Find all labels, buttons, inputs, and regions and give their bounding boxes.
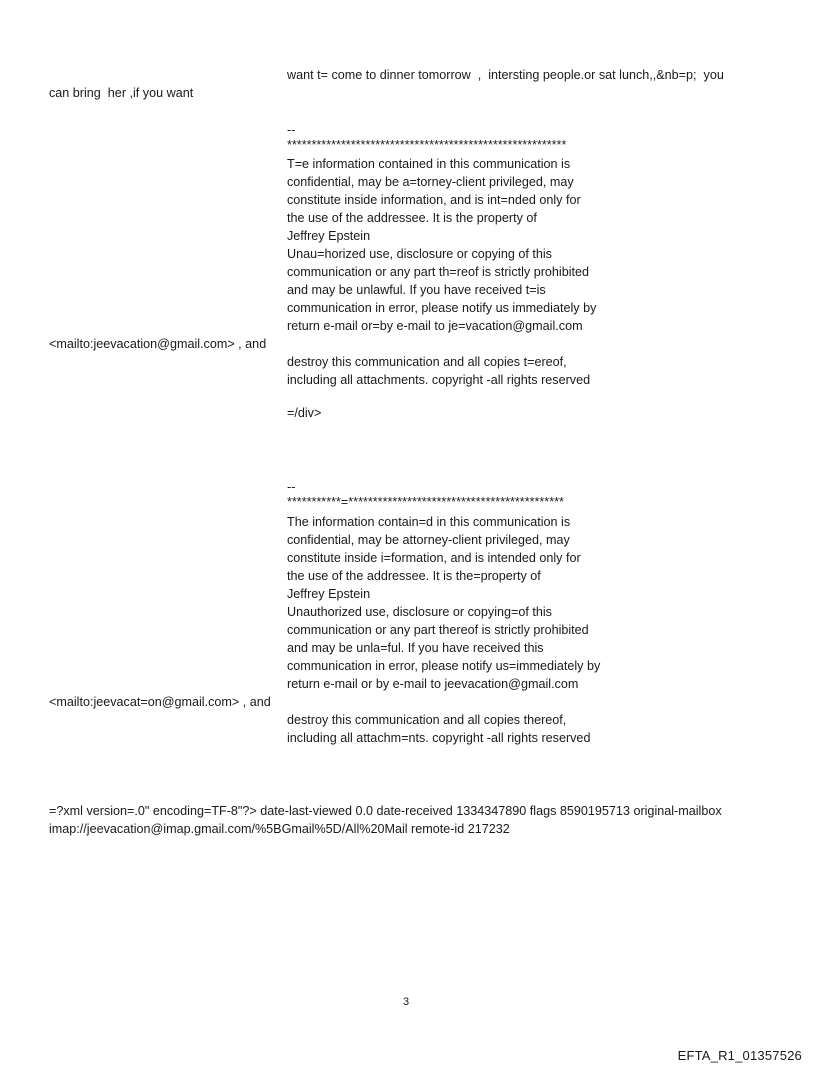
disclaimer-line: Unau=horized use, disclosure or copying of this xyxy=(287,247,552,261)
document-id: EFTA_R1_01357526 xyxy=(677,1048,802,1063)
disclaimer-line: and may be unla=ful. If you have received this xyxy=(287,641,544,655)
signature-dashes: -- xyxy=(287,480,296,494)
page-number: 3 xyxy=(403,996,410,1008)
disclaimer-line: Jeffrey Epstein xyxy=(287,587,371,601)
disclaimer-line: including all attachm=nts. copyright -all rights reserved xyxy=(287,731,591,745)
disclaimer-line: destroy this communication and all copies t=ereof, xyxy=(287,355,567,369)
disclaimer-line: return e-mail or=by e-mail to je=vacation@gmail.com xyxy=(287,319,583,333)
disclaimer-line: including all attachments. copyright -all rights reserved xyxy=(287,373,591,387)
mailto-link[interactable]: <mailto:jeevacation@gmail.com> , and xyxy=(49,337,267,351)
signature-stars: ********************************************************* xyxy=(287,138,567,152)
disclaimer-line: constitute inside i=formation, and is intended only for xyxy=(287,551,581,565)
email-body-line: can bring her ,if you want xyxy=(49,86,194,100)
disclaimer-line: and may be unlawful. If you have received t=is xyxy=(287,283,546,297)
signature-dashes: -- xyxy=(287,123,296,137)
metadata-line: =?xml version=.0" encoding=TF-8"?> date-last-viewed 0.0 date-received 1334347890 flags 8590195713 original-mailbox xyxy=(49,804,722,818)
div-close-text: =/div> xyxy=(287,406,322,420)
disclaimer-line: Unauthorized use, disclosure or copying=of this xyxy=(287,605,552,619)
metadata-line: imap://jeevacation@imap.gmail.com/%5BGmail%5D/All%20Mail remote-id 217232 xyxy=(49,822,510,836)
disclaimer-line: the use of the addressee. It is the property of xyxy=(287,211,537,225)
email-body-line: want t= come to dinner tomorrow , intersting people.or sat lunch,,&nb=p; you xyxy=(287,68,724,82)
disclaimer-line: Jeffrey Epstein xyxy=(287,229,371,243)
disclaimer-line: the use of the addressee. It is the=property of xyxy=(287,569,541,583)
disclaimer-line: communication or any part th=reof is strictly prohibited xyxy=(287,265,590,279)
disclaimer-line: communication or any part thereof is strictly prohibited xyxy=(287,623,589,637)
disclaimer-line: communication in error, please notify us=immediately by xyxy=(287,659,601,673)
signature-stars: ***********=******************************************** xyxy=(287,495,564,509)
disclaimer-line: constitute inside information, and is int=nded only for xyxy=(287,193,581,207)
disclaimer-line: return e-mail or by e-mail to jeevacation@gmail.com xyxy=(287,677,579,691)
disclaimer-line: The information contain=d in this communication is xyxy=(287,515,571,529)
disclaimer-line: communication in error, please notify us immediately by xyxy=(287,301,597,315)
disclaimer-line: confidential, may be attorney-client privileged, may xyxy=(287,533,570,547)
disclaimer-line: T=e information contained in this communication is xyxy=(287,157,571,171)
mailto-link[interactable]: <mailto:jeevacat=on@gmail.com> , and xyxy=(49,695,271,709)
disclaimer-line: destroy this communication and all copies thereof, xyxy=(287,713,567,727)
disclaimer-line: confidential, may be a=torney-client privileged, may xyxy=(287,175,574,189)
